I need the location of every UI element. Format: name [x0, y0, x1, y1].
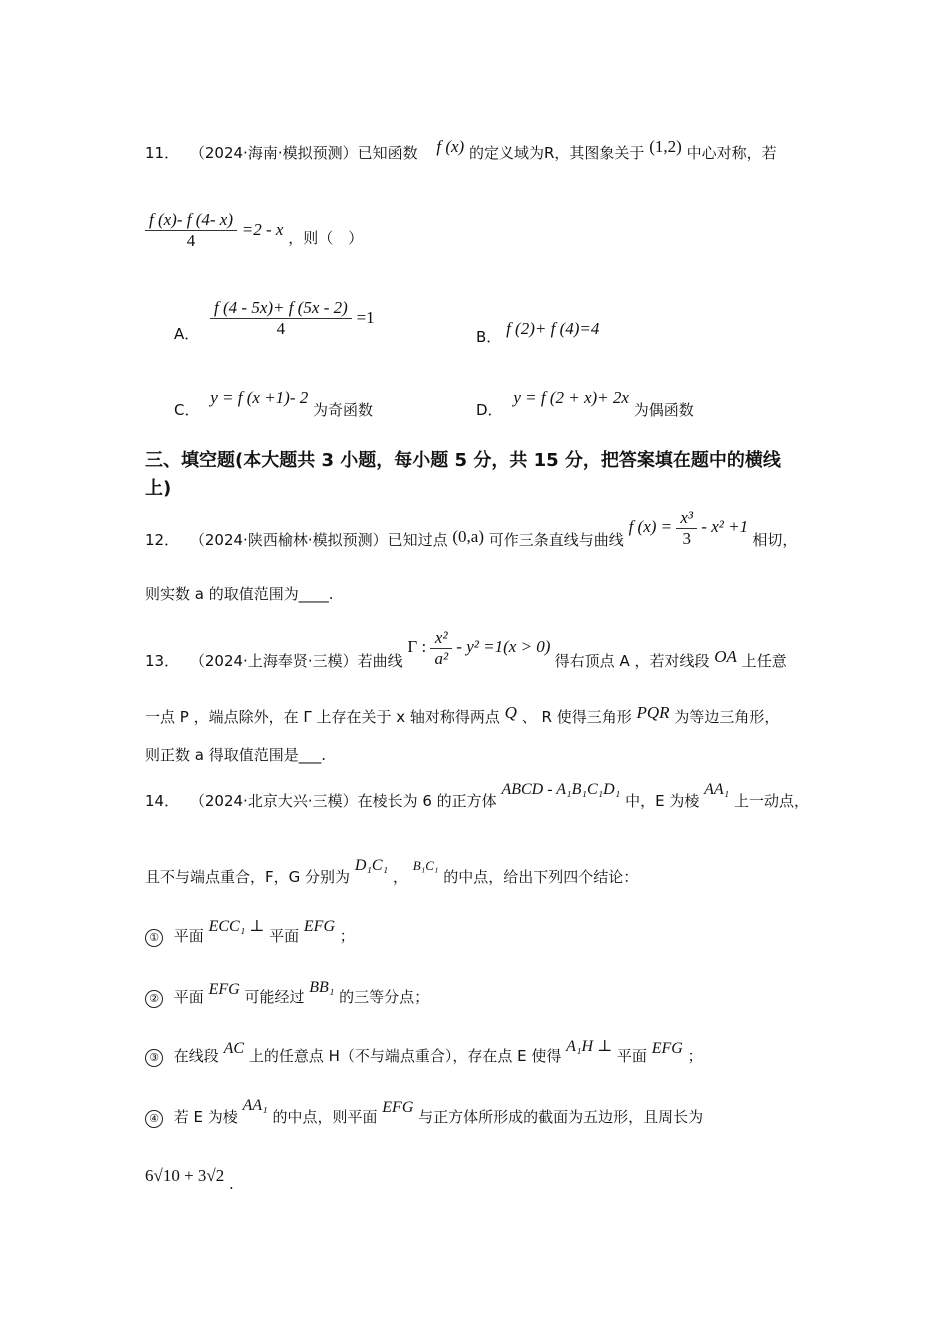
q12-text1: 可作三条直线与曲线	[488, 531, 624, 550]
q14-c2-a: 平面	[173, 988, 204, 1006]
q11-number: 11．	[145, 144, 180, 162]
q14-comma: ，	[392, 868, 408, 886]
option-a-fraction	[210, 298, 352, 339]
q13-text2: 上任意	[741, 652, 787, 671]
q14-c3-m3: EFG	[651, 1040, 683, 1057]
q14-conclusion-2	[145, 979, 430, 1008]
option-a-denominator: 4	[276, 319, 286, 338]
option-a-label: A．	[174, 325, 200, 343]
q14-conclusion-4	[145, 1097, 704, 1128]
q14-c2-mark: ②	[145, 990, 163, 1008]
option-b-label: B．	[476, 328, 502, 346]
q14-c3-mark: ③	[145, 1049, 163, 1067]
option-c-tail: 为奇函数	[313, 401, 374, 419]
q12-f-fraction	[676, 508, 697, 549]
q14-c1-end: ；	[339, 927, 355, 945]
q12-line2: 则实数 a 的取值范围为____.	[145, 585, 334, 603]
q14-text2: 上一动点，	[734, 792, 810, 810]
q13-line2-c: 为等边三角形，	[674, 708, 780, 726]
q11-text2: 中心对称，若	[686, 144, 777, 162]
q11-eq-numerator: f (x)- f (4- x)	[145, 210, 237, 231]
option-a-rhs: =1	[356, 308, 375, 327]
q14-c2-c: 的三等分点；	[339, 988, 430, 1006]
q14-c4-a: 若 E 为棱	[173, 1108, 238, 1126]
q14-number: 14．	[145, 792, 180, 810]
q14-c3-m2: A₁H ⊥	[566, 1038, 613, 1055]
q14-c2-b: 可能经过	[244, 988, 305, 1006]
q13-number: 13．	[145, 652, 180, 671]
q13-line2-b: 、 R 使得三角形	[521, 708, 632, 726]
q12-number: 12．	[145, 531, 180, 550]
section-heading-line2: 上)	[145, 478, 172, 499]
q14-perimeter	[145, 1166, 234, 1193]
q13-PQR: PQR	[636, 703, 670, 722]
q14-c4-end: .	[229, 1175, 234, 1193]
q12-line1	[145, 496, 798, 550]
q14-cube: ABCD - A₁B₁C₁D₁	[501, 781, 621, 798]
q14-AA1: AA₁	[704, 781, 730, 798]
q14-c2-m2: BB₁	[309, 979, 335, 996]
q14-c4-value: 6√10 + 3√2	[145, 1166, 225, 1185]
q14-c1-m1: ECC₁ ⊥	[208, 918, 265, 935]
q11-eq-rhs: =2 - x	[241, 220, 284, 239]
q14-line2	[145, 857, 639, 887]
q14-source: （2024·北京大兴·三模）在棱长为 6 的正方体	[189, 792, 497, 810]
q14-D1C1: D₁C₁	[354, 857, 389, 874]
q14-text1: 中，E 为棱	[625, 792, 700, 810]
q14-c4-b: 的中点，则平面	[272, 1108, 378, 1126]
q12-f-numerator: x³	[676, 508, 697, 529]
q14-conclusion-1	[145, 918, 355, 947]
q11-option-b[interactable]	[476, 318, 600, 346]
q12-f-lhs: f (x) =	[628, 517, 673, 537]
q11-eq-denominator: 4	[186, 231, 196, 250]
q12-f-rest: - x² +1	[701, 517, 749, 537]
q12-function	[628, 508, 753, 548]
q13-line3: 则正数 a 得取值范围是___.	[145, 746, 326, 764]
q11-option-d[interactable]	[476, 387, 694, 419]
q13-curve-numerator: x²	[430, 628, 452, 649]
option-a-numerator: f (4 - 5x)+ f (5x - 2)	[210, 298, 352, 319]
q11-line1	[145, 137, 777, 163]
q14-c3-a: 在线段	[173, 1047, 219, 1065]
q14-line2-a: 且不与端点重合，F，G 分别为	[145, 868, 351, 886]
q13-source: （2024·上海奉贤·三模）若曲线	[189, 652, 403, 671]
q12-text2: 相切，	[752, 531, 798, 550]
q14-c1-m2: EFG	[303, 918, 335, 935]
section-heading	[145, 446, 781, 500]
section-heading-line1: 三、填空题(本大题共 3 小题，每小题 5 分，共 15 分，把答案填在题中的横线	[145, 450, 781, 471]
q11-point: (1,2)	[649, 137, 682, 156]
q14-c3-b: 上的任意点 H（不与端点重合），存在点 E 使得	[248, 1047, 562, 1065]
q13-text1: 得右顶点 A ，若对线段	[554, 652, 710, 671]
q12-point: (0,a)	[452, 527, 484, 547]
q14-c3-c: 平面	[616, 1047, 647, 1065]
option-d-tail: 为偶函数	[633, 401, 694, 419]
q13-curve	[407, 628, 554, 668]
q12-source: （2024·陕西榆林·模拟预测）已知过点	[189, 531, 448, 550]
option-c-label: C．	[174, 401, 200, 419]
q13-line2-a: 一点 P ，端点除外，在 Γ 上存在关于 x 轴对称得两点	[145, 708, 500, 726]
q13-line1	[145, 618, 787, 671]
option-d-label: D．	[476, 401, 503, 419]
q14-conclusion-3	[145, 1038, 703, 1067]
q14-c4-m2: EFG	[382, 1099, 414, 1116]
q11-then: ，则（ ）	[288, 229, 364, 247]
q14-B1C1: B₁C₁	[412, 858, 439, 873]
q11-fx: f (x)	[436, 137, 465, 156]
q14-c1-b: 平面	[269, 927, 300, 945]
option-b-expr: f (2)+ f (4)=4	[506, 319, 600, 338]
q14-c3-m1: AC	[223, 1040, 245, 1057]
q11-equation	[145, 210, 363, 251]
q13-gamma: Γ :	[407, 637, 427, 657]
option-c-expr: y = f (x +1)- 2	[210, 388, 309, 407]
q11-source: （2024·海南·模拟预测）已知函数	[189, 144, 418, 162]
q13-curve-fraction	[430, 628, 452, 669]
q13-curve-denominator: a²	[434, 649, 449, 668]
q14-c1-mark: ①	[145, 929, 163, 947]
q14-c2-m1: EFG	[208, 981, 240, 998]
q14-c4-m1: AA₁	[242, 1097, 268, 1114]
option-d-expr: y = f (2 + x)+ 2x	[513, 388, 629, 407]
q14-c4-mark: ④	[145, 1110, 163, 1128]
q11-option-c[interactable]	[174, 387, 374, 419]
q14-line1	[145, 781, 810, 811]
q13-Q: Q	[504, 703, 517, 722]
q11-option-a[interactable]	[174, 298, 375, 343]
q12-f-denominator: 3	[682, 529, 691, 548]
q11-text1: 的定义域为R，其图象关于	[469, 144, 645, 162]
q13-curve-rest: - y² =1(x > 0)	[456, 637, 551, 657]
q14-c1-a: 平面	[173, 927, 204, 945]
q14-c3-end: ；	[687, 1047, 703, 1065]
q11-eq-fraction	[145, 210, 237, 251]
q13-OA: OA	[714, 647, 737, 667]
q14-c4-c: 与正方体所形成的截面为五边形，且周长为	[418, 1108, 704, 1126]
q13-line2	[145, 703, 780, 727]
q14-line2-b: 的中点，给出下列四个结论：	[443, 868, 639, 886]
